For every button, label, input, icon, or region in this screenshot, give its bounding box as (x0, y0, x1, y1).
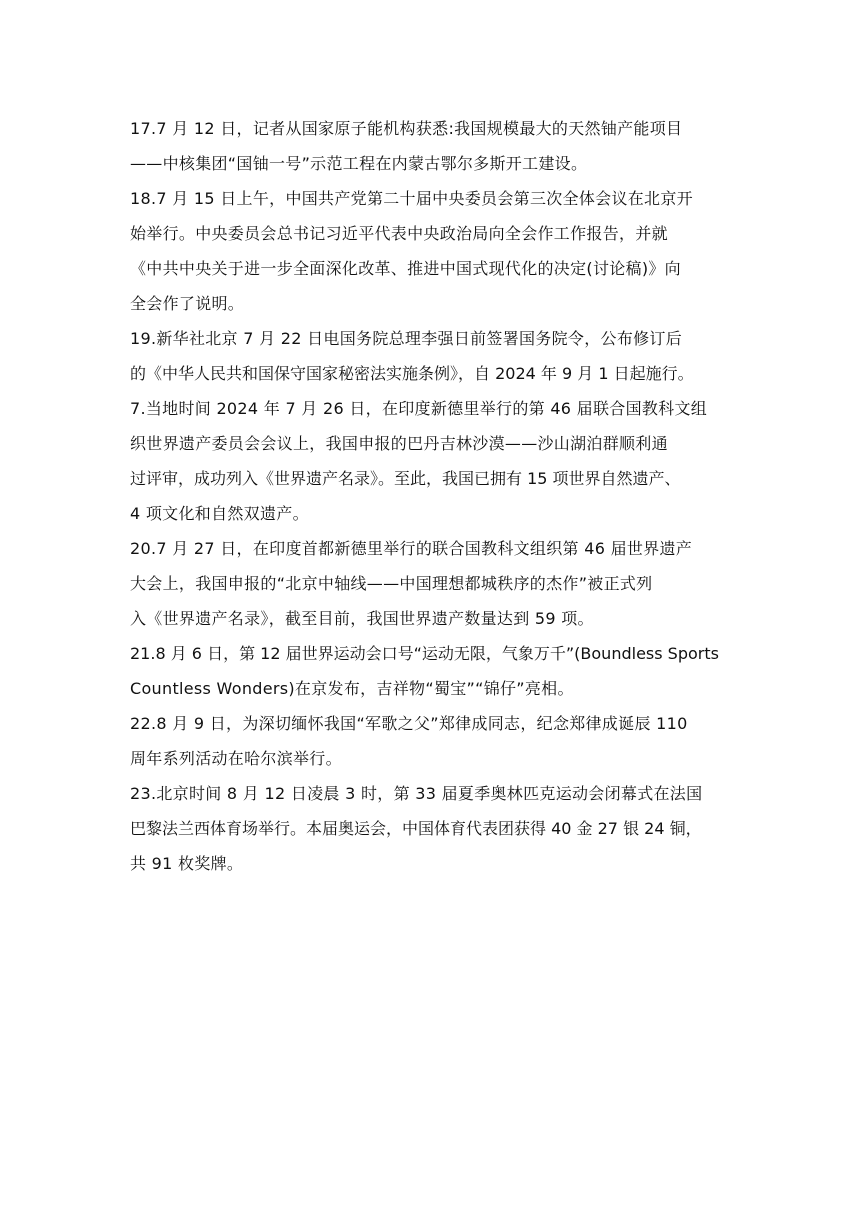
paragraph-line: 始举行。中央委员会总书记习近平代表中央政治局向全会作工作报告，并就 (130, 224, 668, 243)
paragraph-line: 织世界遗产委员会会议上，我国申报的巴丹吉林沙漠——沙山湖泊群顺利通 (130, 434, 668, 453)
paragraph-item-20 (130, 531, 730, 636)
paragraph-line: 4 项文化和自然双遗产。 (130, 504, 309, 523)
paragraph-line: 全会作了说明。 (130, 294, 245, 313)
paragraph-item-17 (130, 111, 730, 181)
paragraph-item-7 (130, 391, 730, 531)
paragraph-line: 入《世界遗产名录》，截至目前，我国世界遗产数量达到 59 项。 (130, 609, 594, 628)
paragraph-item-23 (130, 776, 730, 881)
paragraph-item-22 (130, 706, 730, 776)
paragraph-line: 大会上，我国申报的“北京中轴线——中国理想都城秩序的杰作”被正式列 (130, 574, 653, 593)
paragraph-line: 19.新华社北京 7 月 22 日电国务院总理李强日前签署国务院令，公布修订后 (130, 329, 683, 348)
paragraph-line: 17.7 月 12 日，记者从国家原子能机构获悉:我国规模最大的天然铀产能项目 (130, 119, 683, 138)
paragraph-line: 22.8 月 9 日，为深切缅怀我国“军歌之父”郑律成同志，纪念郑律成诞辰 110 (130, 714, 688, 733)
document-body (130, 111, 730, 881)
paragraph-item-19 (130, 321, 730, 391)
paragraph-line: 共 91 枚奖牌。 (130, 854, 244, 873)
paragraph-line: ——中核集团“国铀一号”示范工程在内蒙古鄂尔多斯开工建设。 (130, 154, 588, 173)
paragraph-line: 20.7 月 27 日，在印度首都新德里举行的联合国教科文组织第 46 届世界遗产 (130, 539, 693, 558)
paragraph-line: 周年系列活动在哈尔滨举行。 (130, 749, 342, 768)
paragraph-line: 的《中华人民共和国保守国家秘密法实施条例》，自 2024 年 9 月 1 日起施行。 (130, 364, 694, 383)
paragraph-line: 23.北京时间 8 月 12 日凌晨 3 时，第 33 届夏季奥林匹克运动会闭幕式在法国 (130, 784, 703, 803)
paragraph-line: 21.8 月 6 日，第 12 届世界运动会口号“运动无限，气象万千”(Boundless Sports (130, 644, 719, 663)
paragraph-line: Countless Wonders)在京发布，吉祥物“蜀宝”“锦仔”亮相。 (130, 679, 574, 698)
paragraph-line: 7.当地时间 2024 年 7 月 26 日，在印度新德里举行的第 46 届联合国教科文组 (130, 399, 708, 418)
paragraph-line: 巴黎法兰西体育场举行。本届奥运会，中国体育代表团获得 40 金 27 银 24 铜， (130, 819, 702, 838)
paragraph-line: 《中共中央关于进一步全面深化改革、推进中国式现代化的决定(讨论稿)》向 (130, 259, 681, 278)
paragraph-line: 18.7 月 15 日上午，中国共产党第二十届中央委员会第三次全体会议在北京开 (130, 189, 693, 208)
paragraph-line: 过评审，成功列入《世界遗产名录》。至此，我国已拥有 15 项世界自然遗产、 (130, 469, 681, 488)
paragraph-item-21 (130, 636, 730, 706)
paragraph-item-18 (130, 181, 730, 321)
